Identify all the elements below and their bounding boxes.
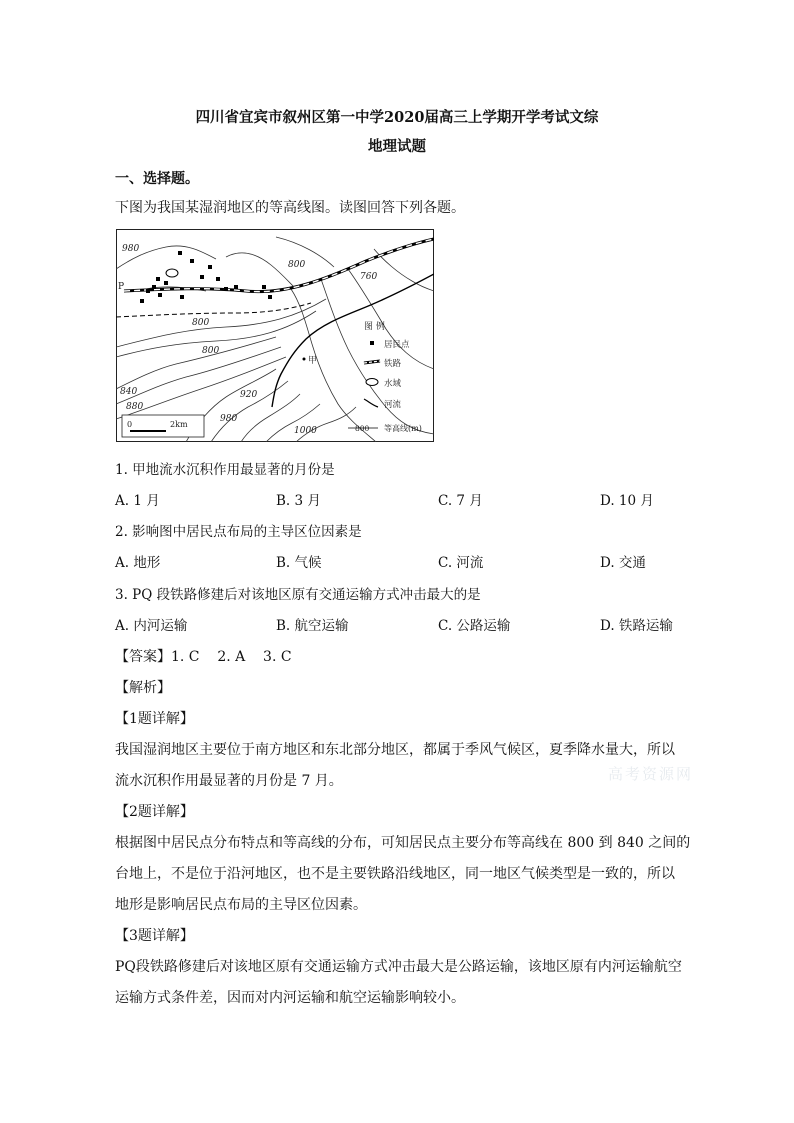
- answer-text: 1. C 2. A 3. C: [171, 649, 292, 665]
- legend-title: 图 例: [364, 322, 385, 332]
- explanation-2-line-1: 根据图中居民点分布特点和等高线的分布，可知居民点主要分布等高线在 800 到 840 之间的: [115, 835, 691, 851]
- q3-option-b: B. 航空运输: [276, 618, 349, 634]
- q1-option-a: A. 1 月: [115, 493, 160, 509]
- document-title-line2: 地理试题: [368, 138, 426, 155]
- explanation-2-line-3: 地形是影响居民点布局的主导区位因素。: [115, 897, 367, 913]
- explanation-1-label: 【1题详解】: [115, 711, 194, 727]
- q1-option-b: B. 3 月: [276, 493, 321, 509]
- contour-label-920: 920: [240, 390, 258, 400]
- point-label-p: P: [118, 282, 125, 292]
- q1-option-c: C. 7 月: [438, 493, 483, 509]
- explanation-2-line-2: 台地上，不是位于沿河地区，也不是主要铁路沿线地区，同一地区气候类型是一致的，所以: [115, 866, 675, 882]
- intro-text: 下图为我国某湿润地区的等高线图。读图回答下列各题。: [115, 200, 465, 216]
- scale-box: [122, 415, 204, 437]
- question-3: 3. PQ 段铁路修建后对该地区原有交通运输方式冲击最大的是: [115, 587, 481, 603]
- explanation-1-line-2: 流水沉积作用最显著的月份是 7 月。: [115, 773, 343, 789]
- scale-distance: 2km: [170, 420, 188, 429]
- contour-map: [116, 229, 434, 442]
- watermark: 高考资源网: [608, 765, 694, 783]
- q3-option-c: C. 公路运输: [438, 618, 511, 634]
- q2-option-c: C. 河流: [438, 555, 484, 571]
- contour-label-760: 760: [360, 272, 378, 282]
- legend-river-label: 河流: [384, 400, 402, 410]
- q2-option-a: A. 地形: [115, 555, 161, 571]
- explanation-3-line-2: 运输方式条件差，因而对内河运输和航空运输影响较小。: [115, 990, 465, 1006]
- q2-option-d: D. 交通: [600, 555, 646, 571]
- contour-label-800-c: 800: [202, 346, 220, 356]
- contour-label-1000: 1000: [294, 426, 317, 436]
- scale-zero: 0: [127, 420, 133, 429]
- legend-settlement-icon: [370, 341, 374, 345]
- legend-water-icon: [366, 379, 378, 386]
- contour-label-800-a: 800: [288, 260, 306, 270]
- contour-label-980: 980: [122, 244, 140, 254]
- point-label-jia: 甲: [308, 356, 318, 366]
- answer-row: [115, 646, 292, 666]
- q3-option-a: A. 内河运输: [115, 618, 188, 634]
- legend-contour-label: 等高线(m): [384, 424, 422, 433]
- explanation-2-label: 【2题详解】: [115, 804, 194, 820]
- legend-contour-sample: 800: [355, 424, 370, 433]
- contour-label-880: 880: [126, 402, 144, 412]
- legend-settlement-label: 居民点: [384, 340, 410, 350]
- contour-label-840: 840: [120, 387, 138, 397]
- analysis-label: 【解析】: [115, 680, 171, 696]
- section-heading: 一、选择题。: [115, 171, 199, 187]
- explanation-1-line-1: 我国湿润地区主要位于南方地区和东北部分地区，都属于季风气候区，夏季降水量大，所以: [115, 742, 675, 758]
- q2-option-b: B. 气候: [276, 555, 322, 571]
- contour-label-980-b: 980: [220, 414, 238, 424]
- question-1: 1. 甲地流水沉积作用最显著的月份是: [115, 462, 335, 478]
- water-body: [166, 269, 178, 277]
- point-jia-marker: [303, 358, 306, 361]
- q3-option-d: D. 铁路运输: [600, 618, 673, 634]
- q1-option-d: D. 10 月: [600, 493, 654, 509]
- explanation-3-label: 【3题详解】: [115, 928, 194, 944]
- document-title-line1: 四川省宜宾市叙州区第一中学2020届高三上学期开学考试文综: [195, 109, 599, 126]
- legend-water-label: 水域: [384, 379, 402, 389]
- question-2: 2. 影响图中居民点布局的主导区位因素是: [115, 524, 362, 540]
- legend-railway-label: 铁路: [384, 359, 402, 369]
- answer-label: 【答案】: [115, 649, 171, 665]
- contour-label-800-b: 800: [192, 318, 210, 328]
- explanation-3-line-1: PQ段铁路修建后对该地区原有交通运输方式冲击最大是公路运输，该地区原有内河运输航空: [115, 959, 682, 975]
